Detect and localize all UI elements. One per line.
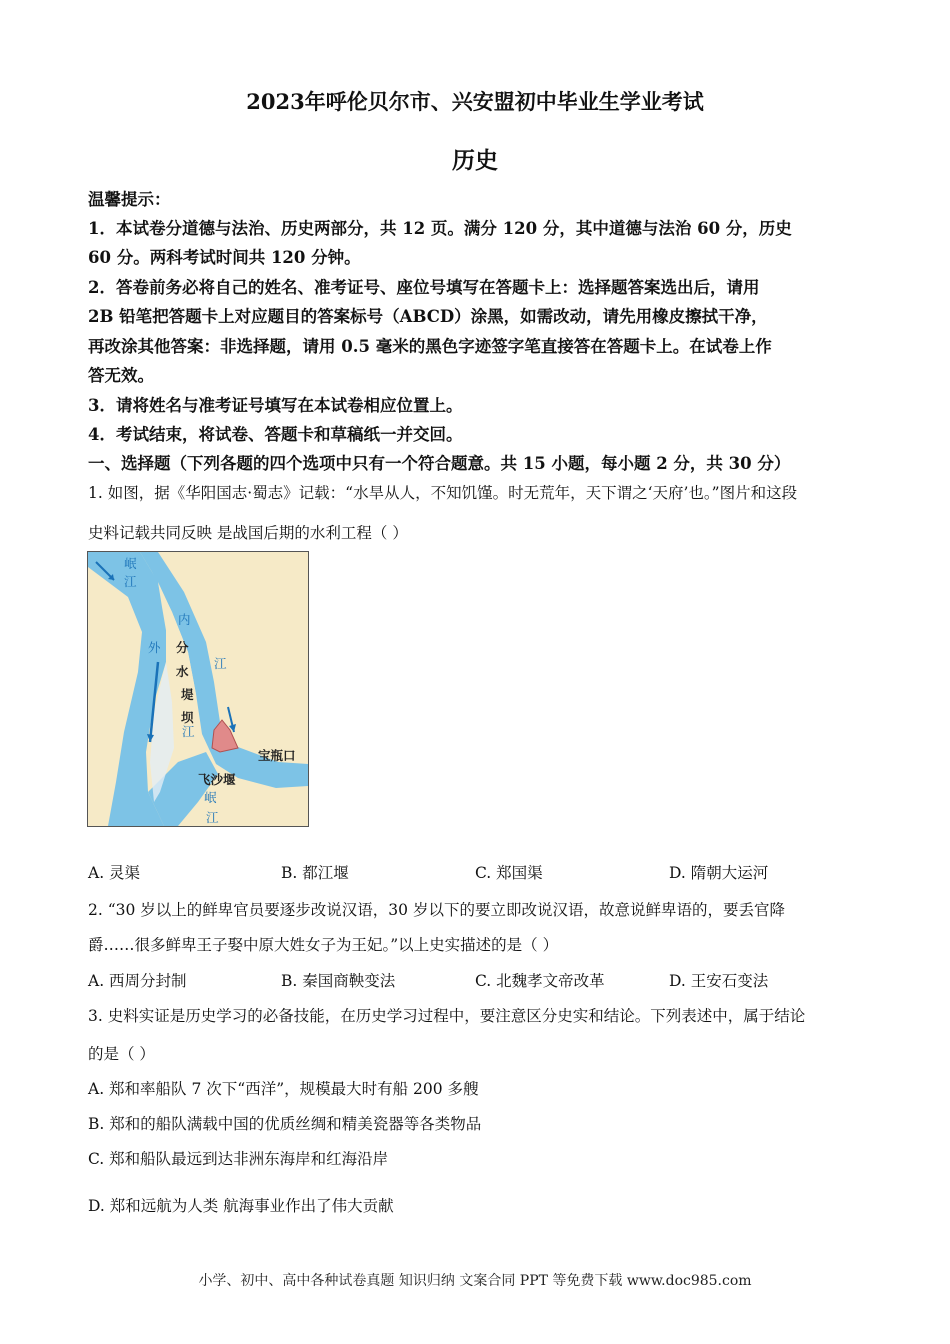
subject-title: 历史 xyxy=(452,147,498,174)
map-label: 坝 xyxy=(181,710,194,725)
question-3-option-b: B. 郑和的船队满载中国的优质丝绸和精美瓷器等各类物品 xyxy=(88,1115,482,1133)
map-label: 宝瓶口 xyxy=(258,748,296,763)
tips-line: 2．答卷前务必将自己的姓名、准考证号、座位号填写在答题卡上：选择题答案选出后，请用 xyxy=(88,278,760,297)
question-3-stem: 的是（ ） xyxy=(88,1045,155,1063)
map-label: 江 xyxy=(182,724,195,739)
question-1-option-d: D. 隋朝大运河 xyxy=(669,864,769,882)
tips-heading: 温馨提示： xyxy=(88,190,171,209)
question-1-stem: 1. 如图，据《华阳国志·蜀志》记载：“水旱从人，不知饥馑。时无荒年，天下谓之‘天府’也。”图片和这段 xyxy=(88,484,798,502)
question-1-option-b: B. 都江堰 xyxy=(281,864,349,882)
exam-title: 2023年呼伦贝尔市、兴安盟初中毕业生学业考试 xyxy=(246,89,704,114)
page-footer: 小学、初中、高中各种试卷真题 知识归纳 文案合同 PPT 等免费下载 www.doc985.com xyxy=(198,1273,752,1289)
tips-line: 再改涂其他答案：非选择题，请用 0.5 毫米的黑色字迹签字笔直接答在答题卡上。在试卷上作 xyxy=(88,337,772,356)
question-2-stem: 爵……很多鲜卑王子娶中原大姓女子为王妃。”以上史实描述的是（ ） xyxy=(88,936,559,954)
tips-line: 4．考试结束，将试卷、答题卡和草稿纸一并交回。 xyxy=(88,425,463,444)
question-2-option-d: D. 王安石变法 xyxy=(669,972,769,990)
map-label: 江 xyxy=(124,574,137,589)
map-label: 江 xyxy=(214,656,227,671)
question-3-stem: 3. 史料实证是历史学习的必备技能，在历史学习过程中，要注意区分史实和结论。下列表述中，属于结论 xyxy=(88,1007,806,1025)
question-2-stem: 2. “30 岁以上的鲜卑官员要逐步改说汉语，30 岁以下的要立即改说汉语，故意说鲜卑语的，要丢官降 xyxy=(88,901,785,919)
dujiangyan-map xyxy=(87,551,309,827)
question-3-option-a: A. 郑和率船队 7 次下“西洋”，规模最大时有船 200 多艘 xyxy=(88,1080,479,1098)
question-2-option-a: A. 西周分封制 xyxy=(88,972,187,990)
map-label: 分 xyxy=(176,640,189,655)
question-2-option-c: C. 北魏孝文帝改革 xyxy=(475,972,605,990)
question-3-option-d: D. 郑和远航为人类 航海事业作出了伟大贡献 xyxy=(88,1197,394,1215)
tips-line: 2B 铅笔把答题卡上对应题目的答案标号（ABCD）涂黑，如需改动，请先用橡皮擦拭干净， xyxy=(88,307,768,326)
section-heading: 一、选择题（下列各题的四个选项中只有一个符合题意。共 15 小题，每小题 2 分，共 30 分） xyxy=(88,454,791,473)
map-label: 飞沙堰 xyxy=(198,772,236,787)
map-label: 岷 xyxy=(204,790,217,805)
map-label: 堤 xyxy=(181,687,194,702)
question-1-option-c: C. 郑国渠 xyxy=(475,864,543,882)
question-1-stem: 史料记载共同反映 是战国后期的水利工程（ ） xyxy=(88,524,408,542)
question-3-option-c: C. 郑和船队最远到达非洲东海岸和红海沿岸 xyxy=(88,1150,389,1168)
map-label: 内 xyxy=(178,612,191,627)
tips-line: 3．请将姓名与准考证号填写在本试卷相应位置上。 xyxy=(88,396,463,415)
map-label: 水 xyxy=(176,664,189,679)
question-1-option-a: A. 灵渠 xyxy=(88,864,141,882)
tips-line: 1．本试卷分道德与法治、历史两部分，共 12 页。满分 120 分，其中道德与法治 60 分，历史 xyxy=(88,219,792,238)
map-label: 江 xyxy=(206,810,219,825)
map-label: 外 xyxy=(148,640,161,655)
tips-line: 60 分。两科考试时间共 120 分钟。 xyxy=(88,248,361,267)
tips-line: 答无效。 xyxy=(88,366,154,385)
map-label: 岷 xyxy=(124,556,137,571)
question-2-option-b: B. 秦国商鞅变法 xyxy=(281,972,396,990)
